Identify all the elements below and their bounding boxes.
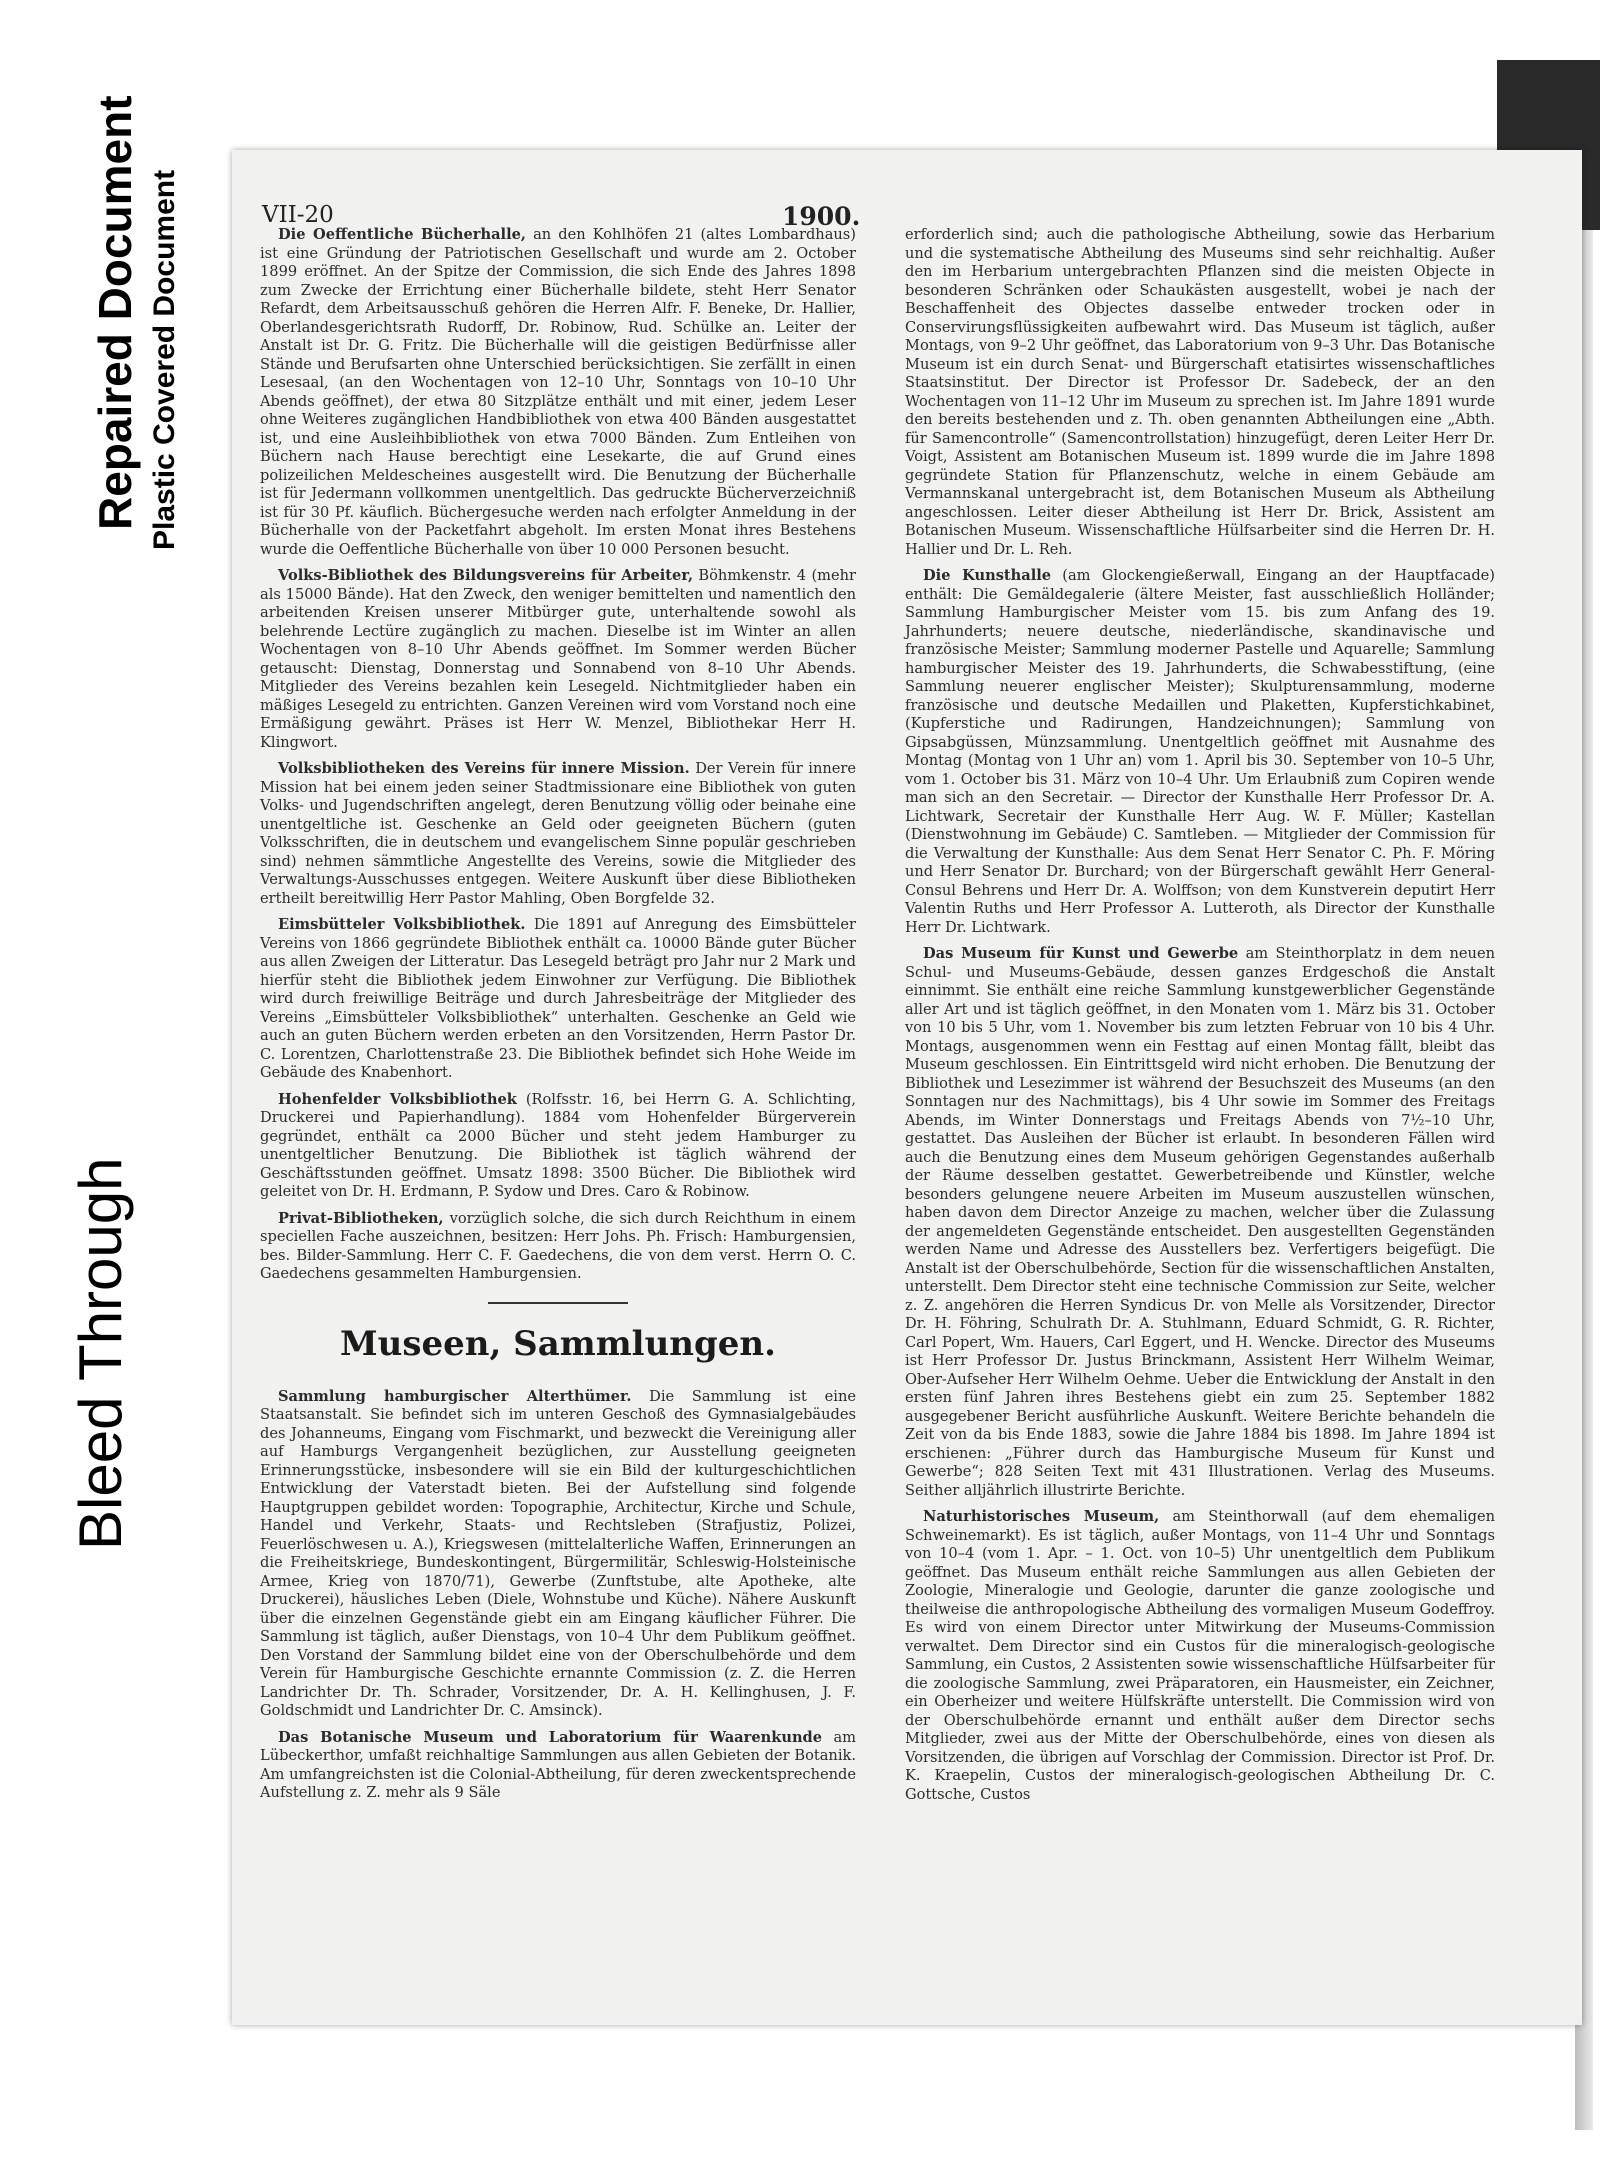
paragraph-text: erforderlich sind; auch die pathologische Abtheilung, sowie das Herbarium und die systematische Abtheilung des Museums sind sehr reichhaltig. Außer den im Herbarium untergebrachten Pflanzen sind die meisten Objecte in besonderen Schränken oder Schaukästen ausgestellt, wobei je nach der Beschaffenheit des Objectes dasselbe entweder trocken oder in Conservirungsflüssigkeiten aufbewahrt wird. Das Museum ist täglich, außer Montags, von 9–2 Uhr geöffnet, das Laboratorium von 9–3 Uhr. Das Botanische Museum ist ein durch Senat- und Bürgerschaft etatisirtes wissenschaftliches Staatsinstitut. Der Director ist Professor Dr. Sadebeck, der an den Wochentagen von 11–12 Uhr im Museum zu sprechen ist. Im Jahre 1891 wurde den bereits bestehenden und z. Th. oben genannten Abtheilungen eine „Abth. für Samencontrolle“ (Samencontrollstation) hinzugefügt, deren Leiter Herr Dr. Voigt, Assistent am Botanischen Museum ist. 1899 wurde die im Jahre 1898 gegründete Station für Pflanzenschutz, welche in einem Gebäude am Vermannskanal untergebracht ist, dem Botanischen Museum als Abtheilung angeschlossen. Leiter dieser Abtheilung ist Herr Dr. Brick, Assistent am Botanischen Museum. Wissenschaftliche Hülfsarbeiter sind die Herren Dr. H. Hallier und Dr. L. Reh. [905,226,1495,558]
paragraph-text: (Rolfsstr. 16, bei Herrn G. A. Schlichting, Druckerei und Papierhandlung). 1884 vom Hohenfelder Bürgerverein gegründet, enthält ca 2000 Bücher und steht jedem Hamburger zu unentgeltlicher Benutzung. Die Bibliothek ist täglich während der Geschäftsstunden geöffnet. Umsatz 1898: 3500 Bücher. Die Bibliothek wird geleitet von Dr. H. Erdmann, P. Sydow und Dres. Caro & Robinow. [260,1090,856,1200]
paragraph-eimsbuetteler [260,916,856,1083]
paragraph-heading: Die Oeffentliche Bücherhalle, [278,226,526,243]
page-year: 1900. [782,202,861,231]
paragraph-text: am Steinthorwall (auf dem ehemaligen Schweinemarkt). Es ist täglich, außer Montags, von 11–4 Uhr und Sonntags von 10–4 (vom 1. Apr. – 1. Oct. von 10–5) Uhr unentgeltlich dem Publikum geöffnet. Das Museum enthält reiche Sammlungen aus allen Gebieten der Zoologie, Mineralogie und Geologie, darunter die ganze zoologische und theilweise die anthropologische Abtheilung des vormaligen Museum Godeffroy. Es wird von einem Director unter Mitwirkung der Museums-Commission verwaltet. Dem Director sind ein Custos für die mineralogisch-geologische Sammlung, ein Custos, 2 Assistenten sowie wissenschaftliche Hülfsarbeiter für die zoologische Sammlung, zwei Präparatoren, ein Hausmeister, ein Zeichner, ein Oberheizer und weitere Hülfskräfte unterstellt. Die Commission wird von der Oberschulbehörde ernannt und enthält außer dem Director sechs Mitglieder, zwei aus der Mitte der Oberschulbehörde, eines von diesen als Vorsitzenden, die übrigen auf Vorschlag der Commission. Director ist Prof. Dr. K. Kraepelin, Custos der mineralogisch-geologischen Abtheilung Dr. C. Gottsche, Custos [905,1508,1496,1803]
paragraph-kunst-und-gewerbe [905,945,1495,1500]
paragraph-text: Böhmkenstr. 4 (mehr als 15000 Bände). Hat den Zweck, den weniger bemittelten und namentlich den arbeitenden Kreisen unserer Mitbürger gute, unterhaltende sowohl als belehrende Lectüre zugänglich zu machen. Dieselbe ist im Winter an allen Wochentagen von 8–10 Uhr Abends geöffnet. Im Sommer werden Bücher getauscht: Dienstag, Donnerstag und Sonnabend von 8–10 Uhr Abends. Mitglieder des Vereins bezahlen kein Lesegeld. Nichtmitglieder haben ein mäßiges Lesegeld zu entrichten. Ganzen Vereinen wird vom Vorstand noch eine Ermäßigung gewährt. Präses ist Herr W. Menzel, Bibliothekar Herr H. Klingwort. [260,567,856,751]
repaired-document-label: Repaired Document [89,95,141,530]
scanned-page [232,150,1582,2025]
paragraph-heading: Eimsbütteler Volksbibliothek. [278,916,526,933]
paragraph-alterthuemer [260,1388,856,1721]
paragraph-heading: Volksbibliotheken des Vereins für innere Mission. [278,760,690,777]
paragraph-heading: Das Botanische Museum und Laboratorium für Waarenkunde [278,1728,823,1746]
page-content [260,150,1496,2025]
section-divider [488,1302,628,1304]
paragraph-innere-mission [260,760,856,908]
paragraph-text: am Lübeckerthor, umfaßt reichhaltige Sammlungen aus allen Gebieten der Botanik. Am umfangreichsten ist die Colonial-Abtheilung, für deren zweckentsprechende Aufstellung z. Z. mehr als 9 Säle [260,1728,856,1801]
paragraph-buecherhalle [260,226,856,559]
paragraph-heading: Hohenfelder Volksbibliothek [278,1090,517,1108]
paragraph-text: an den Kohlhöfen 21 (altes Lombardhaus) ist eine Gründung der Patriotischen Gesellschaft und wurde am 2. October 1899 eröffnet. An der Spitze der Commission, die sich Ende des Jahres 1898 zum Zwecke der Errichtung einer Bücherhalle bildete, steht Herr Senator Refardt, dem Arbeitsausschuß gehören die Herren Alfr. F. Beneke, Dr. Hallier, Oberlandesgerichtsrath Rudorff, Dr. Robinow, Rud. Schülke an. Leiter der Anstalt ist Dr. G. Fritz. Die Bücherhalle will die geistigen Bedürfnisse aller Stände und Berufsarten ohne Unterschied berücksichtigen. Sie zerfällt in einen Lesesaal, (an den Wochentagen von 12–10 Uhr, Sonntags von 10–10 Uhr Abends geöffnet), der etwa 80 Sitzplätze enthält und mit einer, jedem Leser ohne Weiteres zugänglichen Handbibliothek von etwa 400 Bänden ausgestattet ist, und eine Ausleihbibliothek von etwa 7000 Bänden. Zum Entleihen von Büchern nach Hause berechtigt eine Lesekarte, die auf Grund eines polizeilichen Meldescheines ausgestellt wird. Die Benutzung der Bücherhalle ist für Jedermann vollkommen unentgeltlich. Das gedruckte Bücherverzeichniß ist für 30 Pf. käuflich. Büchergesuche werden nach erfolgter Anmeldung in der Bücherhalle von der Packetfahrt abgeholt. Im ersten Monat ihres Bestehens wurde die Oeffentliche Bücherhalle von über 10 000 Personen besucht. [260,226,856,558]
page-number: VII-20 [262,202,334,228]
paragraph-text: Die Sammlung ist eine Staatsanstalt. Sie befindet sich im unteren Geschoß des Gymnasialgebäudes des Johanneums, Eingang vom Fischmarkt, und bezweckt die Vereinigung aller auf Hamburgs Vergangenheit bezüglichen, zur Ausstellung geeigneten Erinnerungsstücke, insbesondere will sie ein Bild der kulturgeschichtlichen Entwicklung der Vaterstadt bieten. Bei der Aufstellung sind folgende Hauptgruppen gebildet worden: Topographie, Architectur, Kirche und Schule, Handel und Verkehr, Staats- und Rechtsleben (Strafjustiz, Polizei, Feuerlöschwesen u. A.), Kriegswesen (mittelalterliche Waffen, Erinnerungen an die Freiheitskriege, Bundeskontingent, Bürgermilitär, Schleswig-Holsteinische Armee, Krieg von 1870/71), Gewerbe (Zunftstube, alte Apotheke, alte Druckerei), häusliches Leben (Diele, Wohnstube und Küche). Nähere Auskunft über die einzelnen Gegenstände giebt ein am Eingang käuflicher Führer. Die Sammlung ist täglich, außer Dienstags, von 10–4 Uhr dem Publikum geöffnet. Den Vorstand der Sammlung bildet eine von der Oberschulbehörde und dem Verein für Hamburgische Geschichte ernannte Commission (z. Z. die Herren Landrichter Dr. Th. Schrader, Vorsitzender, Dr. A. H. Kellinghusen, J. F. Goldschmidt und Landrichter Dr. C. Amsinck). [260,1387,856,1719]
paragraph-heading: Volks-Bibliothek des Bildungsvereins für Arbeiter, [278,567,694,584]
paragraph-text: am Steinthorplatz in dem neuen Schul- und Museums-Gebäude, dessen ganzes Erdgeschoß die Anstalt einnimmt. Sie enthält eine reiche Sammlung kunstgewerblicher Gegenstände aller Art und ist täglich geöffnet, in den Monaten vom 1. März bis 31. October von 10 bis 5 Uhr, vom 1. November bis zum letzten Februar von 10 bis 4 Uhr. Montags, ausgenommen wenn ein Festtag auf einen Montag fällt, bleibt das Museum geschlossen. Ein Eintrittsgeld wird nicht erhoben. Die Benutzung der Bibliothek und Lesezimmer ist während der Besuchszeit des Museums (an den Sonntagen nur des Nachmittags), bis 4 Uhr sowie im Sommer des Freitags Abends, im Winter Donnerstags und Freitags Abends von 7½–10 Uhr, gestattet. Das Ausleihen der Bücher ist erlaubt. In besonderen Fällen wird auch die Benutzung eines dem Museum gehörigen Gegenstandes außerhalb der Räume desselben gestattet. Gewerbetreibende und Künstler, welche besonders gelungene neuere Arbeiten im Museum auszustellen wünschen, haben davon dem Director Anzeige zu machen, welcher über die Zulassung der angemeldeten Gegenstände entscheidet. Den ausgestellten Gegenständen werden Name und Adresse des Ausstellers bez. Verfertigers beigefügt. Die Anstalt ist der Oberschulbehörde, Section für die wissenschaftlichen Anstalten, unterstellt. Dem Director steht eine technische Commission zur Seite, welcher z. Z. angehören die Herren Syndicus Dr. von Melle als Vorsitzender, Director Dr. H. Föhring, Schulrath Dr. A. Stuhlmann, Eduard Schmidt, G. R. Richter, Carl Popert, Wm. Hauers, Carl Eggert, und H. Wencke. Director des Museums ist Herr Professor Dr. Justus Brinckmann, Assistent Herr Wilhelm Weimar, Ober-Aufseher Herr Wilhelm Oehme. Ueber die Entwicklung der Anstalt in den ersten fünf Jahren ihres Bestehens giebt ein zum 25. September 1882 ausgegebener Bericht ausführliche Auskunft. Weitere Berichte behandeln die Zeit von da bis Ende 1883, sowie die Jahre 1884 bis 1898. Im Jahre 1894 ist erschienen: „Führer durch das Hamburgische Museum für Kunst und Gewerbe“; 828 Seiten Text mit 431 Illustrationen. Verlag des Museums. Seither alljährlich illustrirte Berichte. [905,945,1495,1499]
paragraph-privat-bibliotheken [260,1210,856,1284]
paragraph-text: Die 1891 auf Anregung des Eimsbütteler Vereins von 1866 gegründete Bibliothek enthält ca. 10000 Bände guter Bücher aus allen Zweigen der Litteratur. Das Lesegeld beträgt pro Jahr nur 2 Mark und hierfür steht die Bibliothek jedem Einwohner zur Verfügung. Die Bibliothek wird durch freiwillige Beiträge und durch Jahresbeiträge der Mitglieder des Vereins „Eimsbütteler Volksbibliothek“ unterhalten. Geschenke an Geld wie auch an guten Büchern werden erbeten an den Vorsitzenden, Herrn Pastor Dr. C. Lorentzen, Charlottenstraße 23. Die Bibliothek befindet sich Hohe Weide im Gebäude des Knabenhort. [260,916,856,1081]
left-column [260,226,856,1811]
paragraph-hohenfelder [260,1091,856,1202]
paragraph-naturhistorisches-museum [905,1508,1495,1804]
paragraph-kunsthalle [905,567,1495,937]
paragraph-heading: Sammlung hamburgischer Alterthümer. [278,1387,632,1405]
paragraph-heading: Naturhistorisches Museum, [923,1508,1160,1525]
right-column [905,226,1495,1812]
bleed-through-label: Bleed Through [67,1157,134,1550]
section-title: Museen, Sammlungen. [339,1323,776,1364]
paragraph-heading: Privat-Bibliotheken, [278,1209,444,1227]
paragraph-text: Der Verein für innere Mission hat bei einem jeden seiner Stadtmissionare eine Bibliothek von guten Volks- und Jugendschriften angelegt, deren Benutzung völlig oder beinahe eine unentgeltliche ist. Geschenke an Geld oder geeigneten Büchern (guten Volksschriften, die in deutschem und evangelischem Sinne populär geschrieben sind) nehmen sämmtliche Angestellte des Vereins, sowie die Mitglieder des Verwaltungs-Ausschusses entgegen. Weitere Auskunft über diese Bibliotheken ertheilt bereitwillig Herr Pastor Mahling, Oben Borgfelde 32. [260,760,856,907]
paragraph-botanisches-continued [905,226,1495,559]
paragraph-heading: Die Kunsthalle [923,567,1052,584]
margin-labels [30,95,200,1560]
paragraph-heading: Das Museum für Kunst und Gewerbe [923,945,1239,962]
paragraph-text: (am Glockengießerwall, Eingang an der Hauptfacade) enthält: Die Gemäldegalerie (ältere Meister, fast ausschließlich Holländer; Sammlung Hamburgischer Meister vom 15. bis zum Anfang des 19. Jahrhunderts; neuere deutsche, niederländische, skandinavische und französische Meister; Sammlung moderner Pastelle und Aquarelle; Sammlung hamburgischer Meister des 19. Jahrhunderts, die Schwabesstiftung, (eine Sammlung neuerer englischer Meister); Skulpturensammlung, moderne französische und deutsche Medaillen und Plaketten, Kupferstichkabinet, (Kupferstiche und Radirungen, Handzeichnungen); Sammlung von Gipsabgüssen, Münzsammlung. Unentgeltlich geöffnet mit Ausnahme des Montag (Montag von 1 Uhr an) vom 1. April bis 30. September von 10–5 Uhr, vom 1. October bis 31. März von 10–4 Uhr. Um Erlaubniß zum Copiren wende man sich an den Secretair. — Director der Kunsthalle Herr Professor Dr. A. Lichtwark, Secretair der Kunsthalle Herr Aug. W. F. Müller; Kastellan (Dienstwohnung im Gebäude) C. Samtleben. — Mitglieder der Commission für die Verwaltung der Kunsthalle: Aus dem Senat Herr Senator C. Ph. F. Möring und Herr Senator Dr. Burchard; von der Bürgerschaft gewählt Herr General-Consul Behrens und Herr Dr. A. Wolffson; von dem Kunstverein deputirt Herr Valentin Ruths und Herr Professor A. Lutteroth, als Director der Kunsthalle Herr Dr. Lichtwark. [905,567,1495,936]
paragraph-botanisches-museum [260,1729,856,1803]
paragraph-volks-bibliothek [260,567,856,752]
plastic-covered-label: Plastic Covered Document [148,169,181,550]
paragraph-text: vorzüglich solche, die sich durch Reichthum in einem speciellen Fache auszeichnen, besitzen: Herr Johs. Ph. Frisch: Hamburgensien, bes. Bilder-Sammlung. Herr C. F. Gaedechens, die von dem verst. Herrn O. C. Gaedechens gesammelten Hamburgensien. [260,1209,856,1282]
